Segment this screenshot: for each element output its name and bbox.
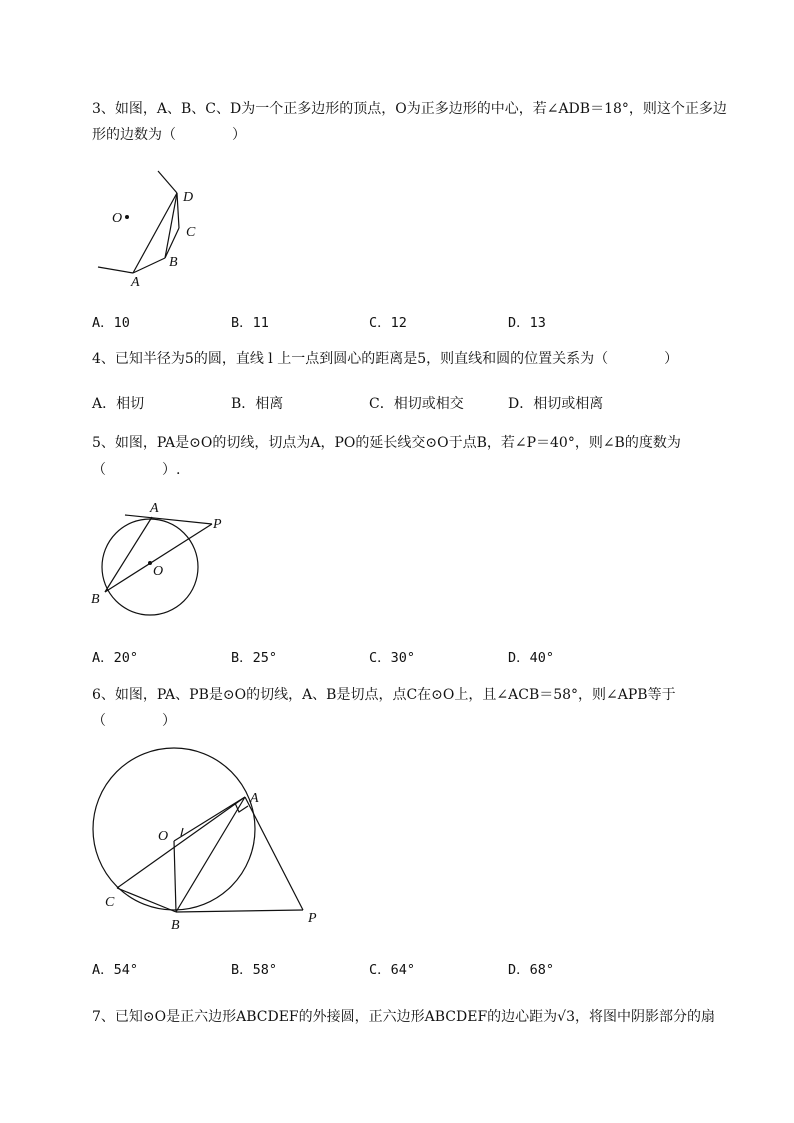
q5-text-line2: （ ）. [92, 462, 181, 478]
q3-label-A: A [131, 275, 140, 290]
q6-text-line1: 6、如图，PA、PB是⊙O的切线，A、B是切点，点C在⊙O上，且∠ACB＝58°，则∠APB等于 [92, 687, 676, 703]
q6-chord-CB [117, 888, 176, 912]
q6-label-A: A [250, 791, 259, 806]
q3-figure [92, 165, 222, 295]
q5-chord-AB [105, 517, 152, 592]
q3-label-B: B [169, 255, 178, 270]
q4-option-d: D．相切或相离 [508, 396, 604, 412]
q5-label-O: O [153, 564, 164, 579]
q4-option-c: C．相切或相交 [369, 396, 464, 412]
q6-chord-AB [176, 797, 245, 912]
q6-angle-mark-O [181, 828, 183, 836]
q5-figure [85, 495, 235, 615]
q3-edge-BC [165, 228, 179, 258]
q5-circle [102, 519, 198, 615]
q6-option-c: C．64° [369, 962, 416, 978]
q6-label-O: O [158, 829, 169, 844]
q6-option-a: A．54° [92, 962, 139, 978]
q6-tangent-PB [176, 910, 303, 912]
q3-edge-left [98, 267, 133, 273]
q3-edge-CD [177, 193, 179, 228]
q5-label-B: B [91, 592, 100, 607]
q5-center-dot [148, 561, 152, 565]
q4-option-b: B．相离 [231, 396, 284, 412]
q6-option-d: D．68° [508, 962, 555, 978]
q3-edge-top [158, 171, 177, 193]
q5-label-A: A [150, 501, 159, 516]
q5-label-P: P [213, 517, 222, 532]
q3-option-a: A．10 [92, 315, 130, 331]
q5-option-a: A．20° [92, 650, 139, 666]
q6-figure [90, 745, 330, 940]
q3-label-O: O [112, 211, 123, 226]
q3-text-line1: 3、如图，A、B、C、D为一个正多边形的顶点，O为正多边形的中心，若∠ADB＝18°，则这个正多边 [92, 101, 727, 117]
q5-text-line1: 5、如图，PA是⊙O的切线，切点为A，PO的延长线交⊙O于点B，若∠P＝40°，则∠B的度数为 [92, 435, 681, 451]
q6-label-P: P [308, 911, 317, 926]
q6-tangent-PA [245, 797, 303, 910]
q6-chord-AC [117, 797, 245, 888]
q5-option-b: B．25° [231, 650, 278, 666]
q7-text-line1: 7、已知⊙O是正六边形ABCDEF的外接圆，正六边形ABCDEF的边心距为√3，将图中阴影部分的扇 [92, 1009, 715, 1025]
q3-label-D: D [183, 190, 194, 205]
q6-circle [93, 748, 255, 910]
q4-text-line1: 4、已知半径为5的圆，直线 l 上一点到圆心的距离是5，则直线和圆的位置关系为（ ） [92, 351, 679, 367]
q5-option-d: D．40° [508, 650, 555, 666]
q3-text-line2: 形的边数为（ ） [92, 127, 246, 143]
q6-option-b: B．58° [231, 962, 278, 978]
q3-option-c: C．12 [369, 315, 407, 331]
q3-option-d: D．13 [508, 315, 546, 331]
q6-radius-OA [174, 797, 245, 841]
q3-label-C: C [186, 225, 196, 240]
q6-label-B: B [171, 918, 180, 933]
q3-option-b: B．11 [231, 315, 269, 331]
q6-text-line2: （ ） [92, 713, 176, 729]
q6-radius-OB [174, 841, 176, 912]
q4-option-a: A．相切 [92, 396, 145, 412]
q6-label-C: C [105, 895, 115, 910]
q5-option-c: C．30° [369, 650, 416, 666]
q3-center-dot [125, 215, 129, 219]
